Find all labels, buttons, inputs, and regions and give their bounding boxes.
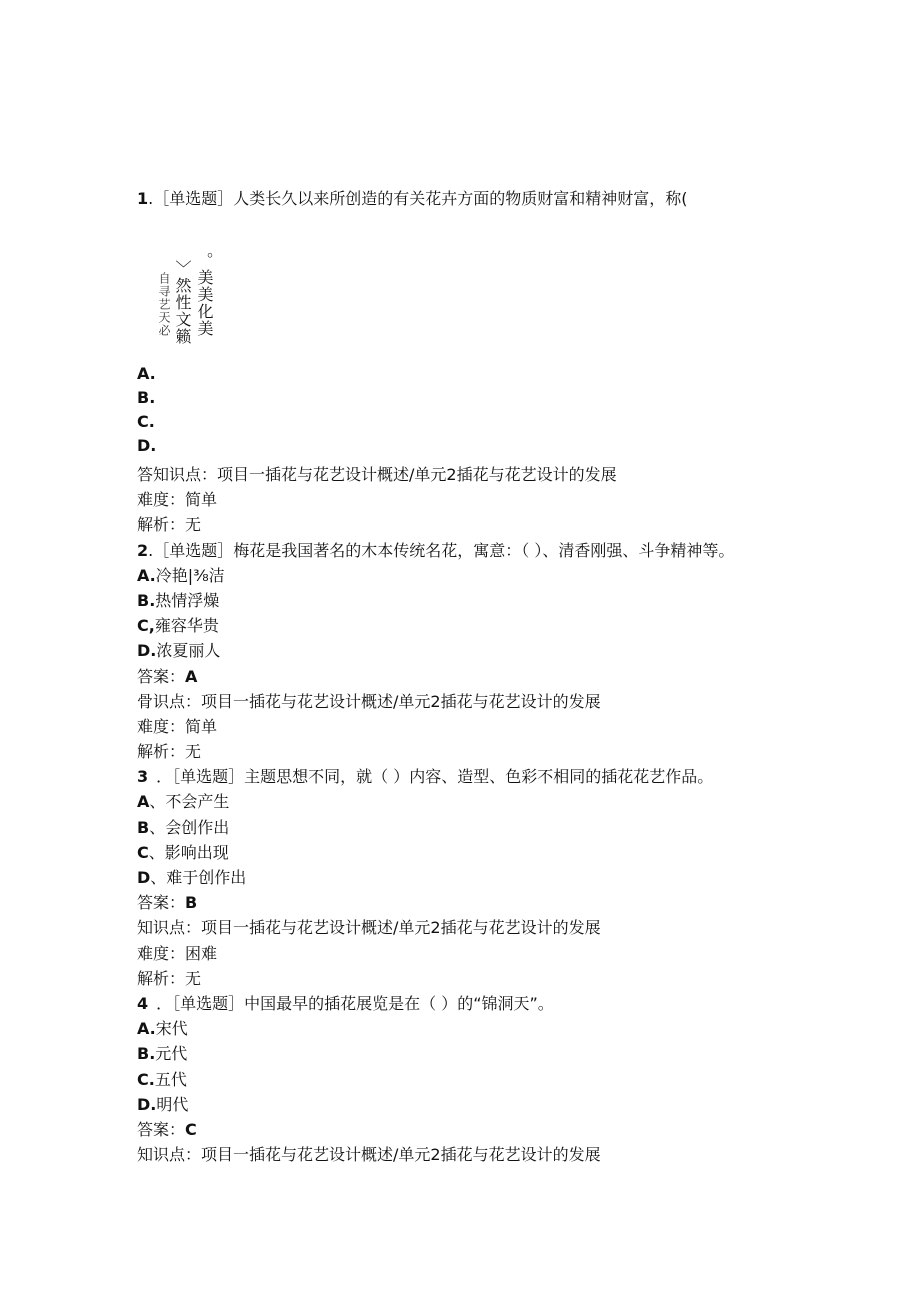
question-1-stem: 1.［单选题］人类长久以来所创造的有关花卉方面的物质财富和精神财富，称( [137,189,688,208]
question-3-answer: 答案：B [137,893,198,913]
question-2-knowledge: 骨识点：项目一插花与花艺设计概述/单元2插花与花艺设计的发展 [137,691,601,711]
question-1-knowledge: 答知识点：项目一插花与花艺设计概述/单元2插花与花艺设计的发展 [137,465,617,484]
option-a: A.宋代 [137,1019,188,1039]
option-c: C.五代 [137,1069,187,1089]
option-b: B. [137,388,156,407]
question-4-stem: 4 ．［单选题］中国最早的插花展览是在（ ）的“锦洞天”。 [137,993,554,1013]
question-3-knowledge: 知识点：项目一插花与花艺设计概述/单元2插花与花艺设计的发展 [137,918,601,938]
question-3-difficulty: 难度：困难 [137,943,218,963]
question-4-knowledge: 知识点：项目一插花与花艺设计概述/单元2插花与花艺设计的发展 [137,1145,601,1165]
question-2-difficulty: 难度：简单 [137,716,218,736]
question-1-options [137,362,797,458]
garbled-column-1: 。美美化美 [195,252,214,337]
question-1-difficulty: 难度：简单 [137,490,218,510]
option-b: B、会创作出 [137,817,230,837]
option-a: A、不会产生 [137,792,230,812]
option-d: D.浓夏丽人 [137,641,221,661]
option-c: C. [137,412,155,431]
question-1-garbled-options [137,212,797,362]
question-1-analysis: 解析：无 [137,515,202,535]
option-a: A. [137,364,156,383]
garbled-column-3: 自寻艺天必 [157,272,171,337]
question-2-analysis: 解析：无 [137,742,202,762]
question-2-answer: 答案：A [137,666,198,686]
option-b: B.元代 [137,1044,188,1064]
option-d: D. [137,436,157,455]
option-c: C,雍容华贵 [137,616,219,636]
question-2-stem: 2.［单选题］梅花是我国著名的木本传统名花，寓意：（ ）、清香刚强、斗争精神等。 [137,540,735,560]
option-d: D.明代 [137,1094,189,1114]
option-c: C、影响出现 [137,842,229,862]
option-b: B.热情浮燥 [137,590,220,610]
document-body [137,186,797,1167]
option-d: D、难于创作出 [137,868,247,887]
option-a: A.冷艳|⅜洁 [137,565,225,585]
question-3-stem: 3 ．［单选题］主题思想不同，就（ ）内容、造型、色彩不相同的插花花艺作品。 [137,767,714,787]
question-4-answer: 答案：C [137,1119,197,1139]
question-3-analysis: 解析：无 [137,968,202,988]
garbled-column-2: 〉然性文籁 [173,260,192,345]
